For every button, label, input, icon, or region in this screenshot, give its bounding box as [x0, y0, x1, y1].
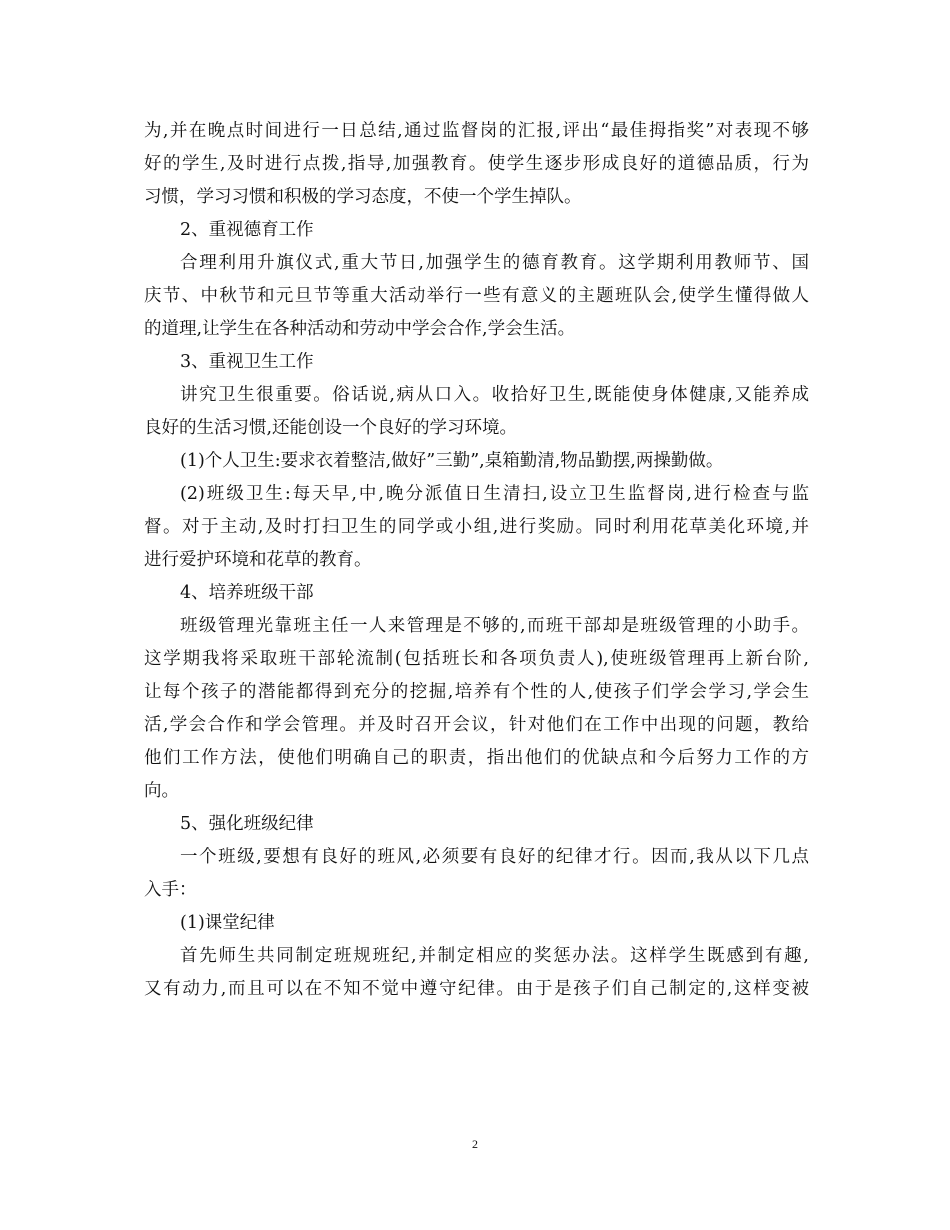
- text-line: 合理利用升旗仪式,重大节日,加强学生的德育教育。这学期利用教师节、国: [180, 253, 809, 273]
- text-line: 讲究卫生很重要。俗话说,病从口入。收拾好卫生,既能使身体健康,又能养成: [180, 385, 809, 405]
- text-line: 入手：: [144, 880, 197, 900]
- text-line: 良好的生活习惯,还能创设一个良好的学习环境。: [144, 418, 518, 438]
- text-line: 让每个孩子的潜能都得到充分的挖掘,培养有个性的人,使孩子们学会学习,学会生: [144, 682, 809, 702]
- text-line: 又有动力,而且可以在不知不觉中遵守纪律。由于是孩子们自己制定的,这样变被: [144, 979, 809, 999]
- text-line: 为,并在晚点时间进行一日总结,通过监督岗的汇报,评出“最佳拇指奖”对表现不够: [144, 121, 809, 141]
- text-line: 习惯，学习习惯和积极的学习态度，不使一个学生掉队。: [144, 187, 582, 207]
- subsection-heading: (1)课堂纪律: [180, 913, 275, 933]
- text-line: (2)班级卫生:每天早,中,晚分派值日生清扫,设立卫生监督岗,进行检查与监: [180, 484, 809, 504]
- text-line: 向。: [144, 781, 179, 801]
- text-line: 这学期我将采取班干部轮流制(包括班长和各项负责人),使班级管理再上新台阶,: [144, 649, 809, 669]
- section-heading-2: 2、重视德育工作: [180, 220, 314, 240]
- text-line: 督。对于主动,及时打扫卫生的同学或小组,进行奖励。同时利用花草美化环境,并: [144, 517, 809, 537]
- text-line: (1)个人卫生:要求衣着整洁,做好”三勤”,桌箱勤清,物品勤摆,两操勤做。: [180, 451, 724, 471]
- text-line: 庆节、中秋节和元旦节等重大活动举行一些有意义的主题班队会,使学生懂得做人: [144, 286, 809, 306]
- section-heading-4: 4、培养班级干部: [180, 583, 314, 603]
- text-line: 班级管理光靠班主任一人来管理是不够的,而班干部却是班级管理的小助手。: [180, 616, 809, 636]
- text-line: 首先师生共同制定班规班纪,并制定相应的奖惩办法。这样学生既感到有趣,: [180, 946, 809, 966]
- page-number: 2: [472, 1137, 478, 1151]
- section-heading-3: 3、重视卫生工作: [180, 352, 314, 372]
- section-heading-5: 5、强化班级纪律: [180, 814, 314, 834]
- text-line: 一个班级,要想有良好的班风,必须要有良好的纪律才行。因而,我从以下几点: [180, 847, 809, 867]
- text-line: 活,学会合作和学会管理。并及时召开会议，针对他们在工作中出现的问题，教给: [144, 715, 809, 735]
- text-line: 进行爱护环境和花草的教育。: [144, 550, 372, 570]
- text-line: 他们工作方法，使他们明确自己的职责，指出他们的优缺点和今后努力工作的方: [144, 748, 809, 768]
- text-line: 好的学生,及时进行点拨,指导,加强教育。使学生逐步形成良好的道德品质，行为: [144, 154, 809, 174]
- text-line: 的道理,让学生在各种活动和劳动中学会合作,学会生活。: [144, 319, 576, 339]
- document-body: [144, 115, 809, 1006]
